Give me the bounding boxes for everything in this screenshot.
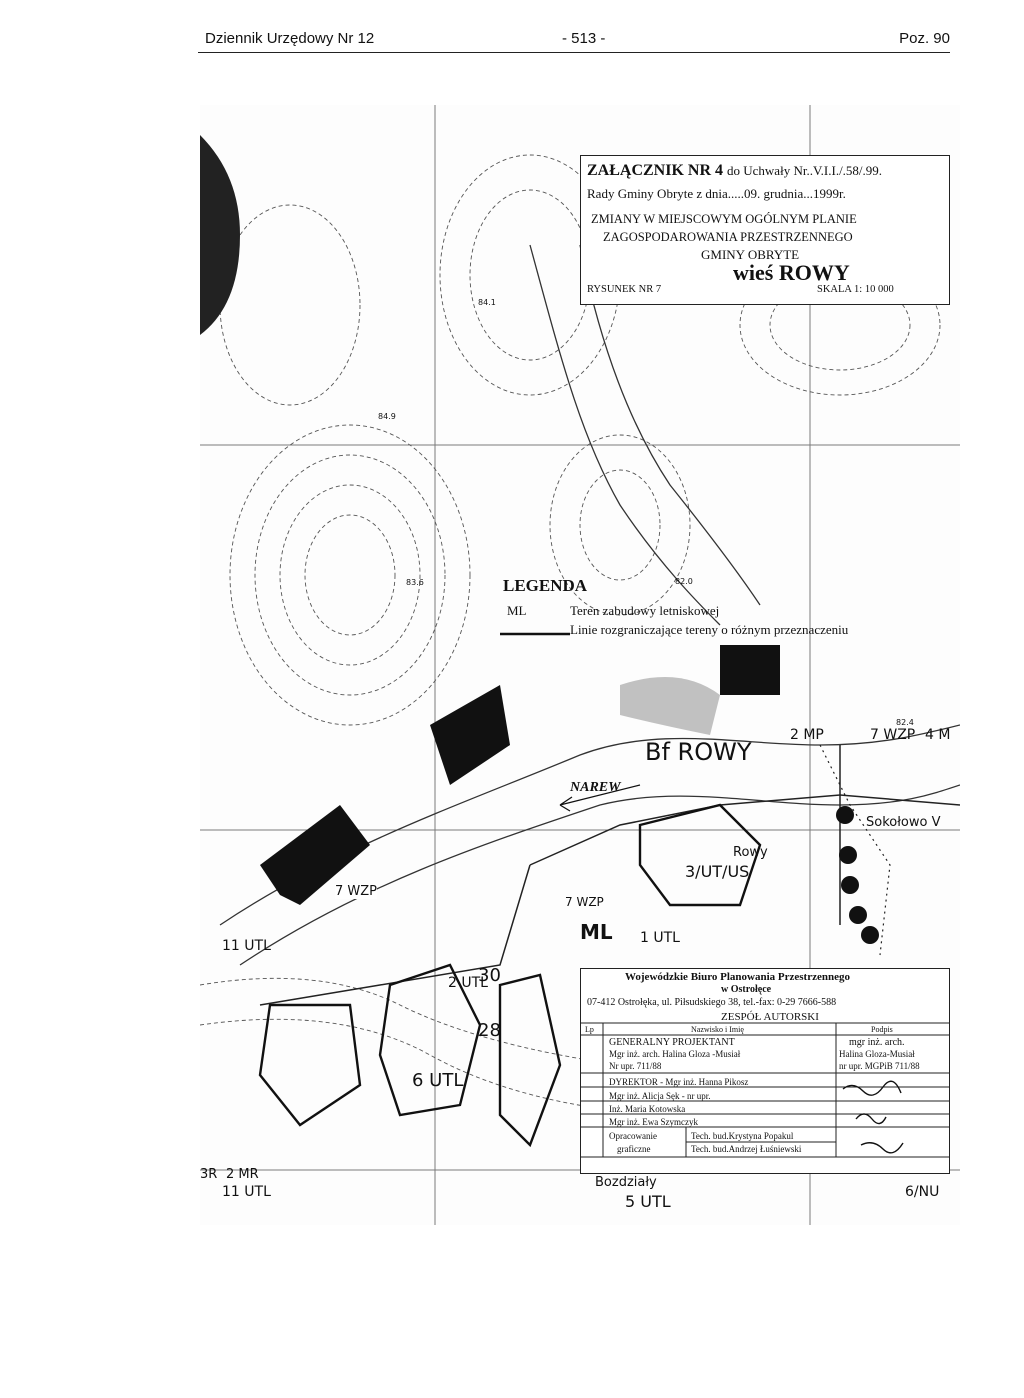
stamp-row-1: GENERALNY PROJEKTANT (609, 1037, 735, 1048)
stamp-row-3: Nr upr. 711/88 (609, 1061, 662, 1071)
zone-label-2mr: 2 MR (226, 1167, 259, 1182)
stamp-row-8: Opracowanie (609, 1131, 657, 1141)
legend-title: LEGENDA (503, 576, 588, 595)
stamp-row-7: Mgr inż. Ewa Szymczyk (609, 1117, 698, 1127)
title-council-date: Rady Gminy Obryte z dnia.....09. grudnia...1999r. (587, 186, 846, 201)
stamp-city: w Ostrołęce (721, 984, 772, 995)
position-number: Poz. 90 (899, 30, 950, 47)
road-number-28: 28 (478, 1020, 501, 1041)
authors-stamp (580, 968, 950, 1174)
elevation-836: 83.6 (406, 578, 424, 587)
stamp-row-4: DYREKTOR - Mgr inż. Hanna Pikosz (609, 1077, 749, 1087)
stamp-row-6: Inż. Maria Kotowska (609, 1104, 686, 1114)
stamp-row-9: graficzne (617, 1144, 651, 1154)
stamp-address: 07-412 Ostrołęka, ul. Piłsudskiego 38, tel.-fax: 0-29 7666-588 (587, 997, 837, 1008)
map-scale: SKALA 1: 10 000 (817, 284, 894, 295)
river-label: NAREW (570, 780, 621, 795)
title-block (580, 155, 950, 305)
stamp-tech-2: Tech. bud.Andrzej Łuśniewski (691, 1144, 802, 1154)
zone-label-11utl: 11 UTL (222, 938, 271, 954)
title-planning: ZAGOSPODAROWANIA PRZESTRZENNEGO (603, 230, 853, 244)
elevation-824: 82.4 (896, 718, 914, 727)
station-label: Bf ROWY (645, 738, 752, 766)
stamp-col-sign: Podpis (871, 1025, 893, 1034)
stamp-row-5: Mgr inż. Alicja Sęk - nr upr. (609, 1091, 711, 1101)
stamp-team: ZESPÓŁ AUTORSKI (721, 1011, 819, 1023)
zone-label-3ut-us: 3/UT/US (685, 862, 750, 881)
figure-number: RYSUNEK NR 7 (587, 284, 662, 295)
road-number-30: 30 (478, 965, 501, 986)
zone-label-2utl: 2 UTL (448, 975, 488, 991)
zone-label-1utl: 1 UTL (640, 930, 680, 946)
title-municipality: GMINY OBRYTE (701, 247, 800, 262)
header-rule (198, 52, 950, 53)
signature-marks (843, 1081, 903, 1153)
place-label-bozdzialy: Bozdziały (595, 1175, 657, 1190)
stamp-office: Wojewódzkie Biuro Planowania Przestrzennego (625, 971, 850, 983)
legend-item-boundary: Linie rozgraniczające tereny o różnym przeznaczeniu (570, 622, 849, 637)
zone-label-2mp: 2 MP (790, 727, 824, 743)
stamp-sign-2: Halina Gloza-Musiał (839, 1049, 915, 1059)
journal-name: Dziennik Urzędowy Nr 12 (205, 30, 375, 47)
zone-label-7wzp-center: 7 WZP (565, 895, 604, 909)
stamp-col-lp: Lp (585, 1025, 594, 1034)
stamp-tech-1: Tech. bud.Krystyna Popakul (691, 1131, 794, 1141)
elevation-849: 84.9 (378, 412, 396, 421)
stamp-sign-3: nr upr. MGPiB 711/88 (839, 1061, 920, 1071)
zone-label-6utl: 6 UTL (412, 1070, 464, 1091)
title-village: wieś ROWY (733, 260, 850, 285)
village-label-sokolowo: Sokołowo V (866, 815, 941, 830)
legend-code-ml: ML (507, 603, 527, 618)
stamp-table-lines (581, 969, 949, 1173)
elevation-820: 82.0 (675, 577, 693, 586)
zone-label-ml: ML (580, 920, 613, 944)
zone-label-3r: 3R (200, 1167, 218, 1182)
title-changes: ZMIANY W MIEJSCOWYM OGÓLNYM PLANIE (591, 212, 857, 226)
zone-label-4m: 4 M (925, 727, 951, 743)
stamp-row-2: Mgr inż. arch. Halina Gloza -Musiał (609, 1049, 741, 1059)
zone-label-7wzp: 7 WZP (870, 727, 916, 743)
page-number: - 513 - (562, 30, 606, 47)
zone-label-6nu: 6/NU (905, 1184, 940, 1200)
village-label-rowy: Rowy (733, 845, 768, 860)
zone-label-5utl: 5 UTL (625, 1192, 671, 1211)
legend-item-ml: Teren zabudowy letniskowej (570, 603, 720, 618)
stamp-col-name: Nazwisko i Imię (691, 1025, 744, 1034)
zone-label-11utl-south: 11 UTL (222, 1184, 271, 1200)
elevation-841: 84.1 (478, 298, 496, 307)
zone-label-7wzp-west: 7 WZP (335, 884, 378, 899)
title-attachment: ZAŁĄCZNIK NR 4 do Uchwały Nr..V.I.I./.58/.99. (587, 162, 883, 179)
stamp-sign-1: mgr inż. arch. (849, 1037, 905, 1048)
